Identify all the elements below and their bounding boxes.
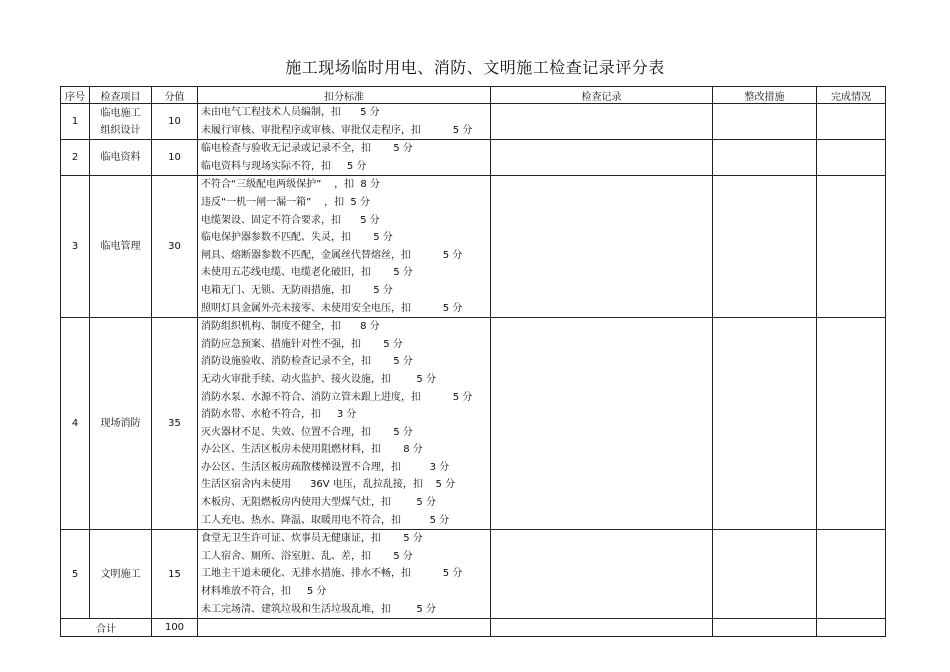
criteria-item: 木板房、无阻燃板房内使用大型煤气灶，扣 5 分: [201, 497, 436, 509]
header-record: 检查记录: [491, 87, 713, 104]
row-score: 30: [152, 176, 198, 318]
criteria-item: 生活区宿舍内未使用 36V 电压，乱拉乱接，扣 5 分: [201, 479, 456, 491]
criteria-item: 办公区、生活区板房未使用阻燃材料，扣 8 分: [201, 444, 423, 456]
criteria-item: 未工完场清、建筑垃圾和生活垃圾乱堆，扣 5 分: [201, 603, 436, 615]
table-row: [61, 176, 886, 318]
criteria-item: 未由电气工程技术人员编制，扣 5 分: [201, 107, 380, 118]
status-cell[interactable]: [817, 140, 886, 176]
table-row: [61, 140, 886, 176]
row-score: 10: [152, 140, 198, 176]
total-label: 合计: [61, 619, 152, 637]
row-seq: 2: [61, 140, 90, 176]
record-cell[interactable]: [491, 176, 713, 318]
criteria-item: 办公区、生活区板房疏散楼梯设置不合理，扣 3 分: [201, 461, 450, 473]
criteria-item: 消防水带、水枪不符合，扣 3 分: [201, 409, 357, 421]
criteria-item: 消防设施验收、消防检查记录不全，扣 5 分: [201, 356, 413, 368]
row-item-line: 临电资料: [100, 152, 141, 164]
criteria-item: 灭火器材不足、失效、位置不合理，扣 5 分: [201, 426, 413, 438]
table-row: [61, 530, 886, 619]
criteria-item: 工人充电、热水、降温、取暖用电不符合，扣 5 分: [201, 514, 450, 526]
row-item: [90, 176, 152, 318]
criteria-item: 工地主干道未硬化、无排水措施、排水不畅，扣 5 分: [201, 568, 463, 580]
row-item-line: 临电管理: [100, 241, 141, 253]
total-row: [61, 619, 886, 637]
header-criteria: 扣分标准: [198, 87, 491, 104]
criteria-item: 工人宿舍、厕所、浴室脏、乱、差，扣 5 分: [201, 550, 413, 562]
record-cell[interactable]: [491, 140, 713, 176]
criteria-item: 临电检查与验收无记录或记录不全，扣 5 分: [201, 143, 413, 155]
criteria-item: 违反“一机一闸一漏一箱” ，扣 5 分: [201, 196, 370, 208]
header-status: 完成情况: [817, 87, 886, 104]
header-seq: 序号: [61, 87, 90, 104]
record-cell[interactable]: [491, 104, 713, 140]
row-criteria: [198, 104, 491, 140]
table-row: [61, 104, 886, 140]
row-seq: 5: [61, 530, 90, 619]
row-item-line: 文明施工: [100, 568, 141, 580]
total-record-cell[interactable]: [491, 619, 713, 637]
total-status-cell[interactable]: [817, 619, 886, 637]
criteria-item: 消防水泵、水源不符合、消防立管未跟上进度，扣 5 分: [201, 391, 473, 403]
rectify-cell[interactable]: [713, 104, 817, 140]
criteria-item: 无动火审批手续、动火监护、接火设施，扣 5 分: [201, 373, 436, 385]
status-cell[interactable]: [817, 318, 886, 530]
row-item-line: 现场消防: [100, 418, 141, 430]
header-rectify: 整改措施: [713, 87, 817, 104]
criteria-item: 临电保护器参数不匹配、失灵，扣 5 分: [201, 232, 393, 244]
rectify-cell[interactable]: [713, 140, 817, 176]
inspection-score-table: [60, 86, 886, 637]
criteria-item: 消防应急预案、措施针对性不强，扣 5 分: [201, 338, 403, 350]
criteria-item: 闸具、熔断器参数不匹配，金属丝代替熔丝，扣 5 分: [201, 249, 463, 261]
total-rectify-cell[interactable]: [713, 619, 817, 637]
row-score: 35: [152, 318, 198, 530]
row-score: 10: [152, 104, 198, 140]
criteria-item: 未使用五芯线电缆、电缆老化破旧，扣 5 分: [201, 267, 413, 279]
row-criteria: [198, 530, 491, 619]
criteria-item: 电箱无门、无锁、无防雨措施，扣 5 分: [201, 284, 393, 296]
record-cell[interactable]: [491, 318, 713, 530]
rectify-cell[interactable]: [713, 530, 817, 619]
total-criteria-cell: [198, 619, 491, 637]
row-seq: 1: [61, 104, 90, 140]
criteria-item: 消防组织机构、制度不健全，扣 8 分: [201, 321, 380, 333]
row-seq: 3: [61, 176, 90, 318]
row-score: 15: [152, 530, 198, 619]
row-item: [90, 318, 152, 530]
status-cell[interactable]: [817, 104, 886, 140]
row-item: [90, 140, 152, 176]
criteria-item: 食堂无卫生许可证、炊事员无健康证，扣 5 分: [201, 533, 423, 545]
criteria-item: 不符合“三级配电两级保护” ，扣 8 分: [201, 179, 380, 191]
criteria-item: 临电资料与现场实际不符，扣 5 分: [201, 160, 367, 172]
status-cell[interactable]: [817, 176, 886, 318]
criteria-item: 电缆架设、固定不符合要求，扣 5 分: [201, 214, 380, 226]
row-seq: 4: [61, 318, 90, 530]
status-cell[interactable]: [817, 530, 886, 619]
criteria-item: 材料堆放不符合，扣 5 分: [201, 586, 327, 598]
criteria-item: 照明灯具金属外壳未接零、未使用安全电压，扣 5 分: [201, 302, 463, 314]
criteria-item: 未履行审核、审批程序或审核、审批仅走程序，扣 5 分: [201, 124, 473, 136]
rectify-cell[interactable]: [713, 318, 817, 530]
row-criteria: [198, 176, 491, 318]
record-cell[interactable]: [491, 530, 713, 619]
header-item: 检查项目: [90, 87, 152, 104]
row-criteria: [198, 318, 491, 530]
row-item-line: 组织设计: [100, 124, 141, 136]
table-row: [61, 318, 886, 530]
row-item-line: 临电施工: [100, 107, 141, 119]
header-score: 分值: [152, 87, 198, 104]
total-score: 100: [152, 619, 198, 637]
header-row: [61, 87, 886, 104]
page-title: 施工现场临时用电、消防、文明施工检查记录评分表: [285, 58, 665, 77]
row-item: [90, 104, 152, 140]
rectify-cell[interactable]: [713, 176, 817, 318]
row-criteria: [198, 140, 491, 176]
row-item: [90, 530, 152, 619]
